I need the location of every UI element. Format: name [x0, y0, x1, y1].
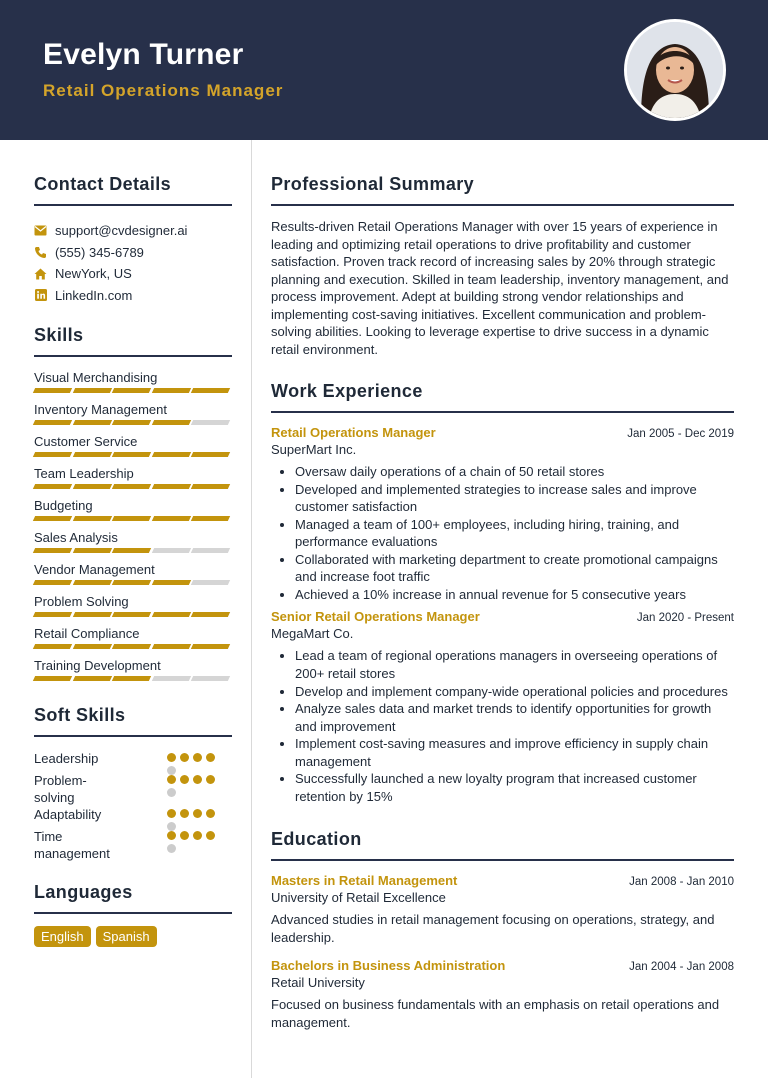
summary-heading: Professional Summary — [271, 174, 734, 206]
education-entry — [271, 873, 734, 946]
skill-label: Inventory Management — [34, 402, 167, 417]
education-date: Jan 2008 - Jan 2010 — [629, 876, 734, 889]
education-header — [271, 873, 734, 888]
job-bullet: • Successfully launched a new loyalty program that increased customer retention by 15% — [295, 770, 734, 805]
skill-level-segment — [112, 676, 151, 681]
rating-dot — [167, 831, 176, 840]
header-banner — [0, 0, 768, 140]
skill-level-bar — [34, 580, 229, 585]
skill-level-segment — [152, 484, 191, 489]
rating-dot — [193, 753, 202, 762]
skill-label: Retail Compliance — [34, 626, 140, 641]
contact-item — [34, 220, 232, 242]
profile-photo-illustration — [627, 22, 723, 118]
job-bullet: • Collaborated with marketing department to create promotional campaigns and increase foot traffic — [295, 551, 734, 586]
rating-dot — [193, 831, 202, 840]
skills-list — [34, 370, 232, 690]
skill-item — [34, 466, 232, 498]
soft-skill-item — [34, 806, 232, 828]
education-school: Retail University — [271, 975, 365, 991]
skill-item — [34, 626, 232, 658]
skill-level-segment — [72, 676, 111, 681]
skill-level-segment — [152, 420, 191, 425]
skill-item — [34, 530, 232, 562]
job-header — [271, 609, 734, 624]
contact-text: LinkedIn.com — [55, 287, 133, 303]
envelope-icon — [34, 224, 47, 237]
education-school: University of Retail Excellence — [271, 890, 446, 906]
skills-section — [34, 325, 232, 690]
skill-level-bar — [34, 452, 229, 457]
skill-level-segment — [112, 644, 151, 649]
language-badge: Spanish — [96, 926, 157, 947]
job-bullet: • Implement cost-saving measures and improve efficiency in supply chain management — [295, 735, 734, 770]
skill-level-segment — [152, 548, 191, 553]
skill-level-segment — [191, 644, 230, 649]
left-column — [34, 140, 232, 947]
skill-level-bar — [34, 548, 229, 553]
skill-level-segment — [33, 580, 72, 585]
languages-list — [34, 926, 232, 947]
job-company: MegaMart Co. — [271, 626, 354, 642]
skill-level-segment — [152, 388, 191, 393]
skill-label: Vendor Management — [34, 562, 155, 577]
candidate-title: Retail Operations Manager — [43, 81, 284, 100]
skill-label: Sales Analysis — [34, 530, 118, 545]
rating-dot — [180, 753, 189, 762]
soft-skill-item — [34, 828, 232, 862]
job-bullets — [271, 463, 734, 603]
contact-section — [34, 174, 232, 306]
skill-level-segment — [152, 612, 191, 617]
job-entry — [271, 425, 734, 603]
right-column — [271, 140, 734, 1031]
skills-heading: Skills — [34, 325, 232, 357]
job-date: Jan 2005 - Dec 2019 — [627, 428, 734, 440]
experience-section — [271, 381, 734, 805]
job-header — [271, 425, 734, 440]
phone-icon — [34, 246, 47, 259]
soft-skill-label: Leadership — [34, 751, 99, 766]
skill-level-segment — [112, 516, 151, 521]
skill-level-segment — [112, 388, 151, 393]
soft-skill-rating — [167, 831, 227, 853]
skill-level-segment — [72, 548, 111, 553]
job-bullets — [271, 647, 734, 805]
skill-level-bar — [34, 484, 229, 489]
job-bullet: • Develop and implement company-wide operational policies and procedures — [295, 683, 734, 700]
contact-text: support@cvdesigner.ai — [55, 223, 188, 239]
soft-skills-list — [34, 750, 232, 862]
education-description: Advanced studies in retail management focusing on operations, strategy, and leadership. — [271, 912, 715, 945]
skill-item — [34, 370, 232, 402]
rating-dot — [180, 809, 189, 818]
soft-skill-item — [34, 772, 232, 806]
rating-dot — [167, 809, 176, 818]
skill-level-segment — [33, 676, 72, 681]
contact-item — [34, 242, 232, 264]
job-bullet: • Analyze sales data and market trends to identify opportunities for growth and improvement — [295, 700, 734, 735]
job-bullet: • Lead a team of regional operations managers in overseeing operations of 200+ retail stores — [295, 647, 734, 682]
skill-label: Visual Merchandising — [34, 370, 158, 385]
education-description: Focused on business fundamentals with an emphasis on retail operations and management. — [271, 997, 720, 1030]
skill-item — [34, 498, 232, 530]
skill-level-segment — [191, 676, 230, 681]
skill-level-segment — [191, 484, 230, 489]
skill-level-bar — [34, 612, 229, 617]
job-role: Retail Operations Manager — [271, 425, 436, 440]
skill-level-segment — [191, 580, 230, 585]
contact-text: (555) 345-6789 — [55, 244, 144, 260]
skill-level-segment — [33, 516, 72, 521]
soft-skill-label: Time management — [34, 829, 110, 861]
soft-skill-label: Problem-solving — [34, 773, 87, 805]
skill-level-segment — [112, 612, 151, 617]
contact-text: NewYork, US — [55, 266, 132, 282]
rating-dot — [206, 753, 215, 762]
job-bullet: • Managed a team of 100+ employees, including hiring, training, and performance evaluations — [295, 516, 734, 551]
skill-label: Problem Solving — [34, 594, 129, 609]
rating-dot — [167, 844, 176, 853]
skill-item — [34, 434, 232, 466]
skill-item — [34, 594, 232, 626]
education-header — [271, 958, 734, 973]
job-bullet: • Achieved a 10% increase in annual revenue for 5 consecutive years — [295, 586, 734, 603]
job-company: SuperMart Inc. — [271, 442, 357, 457]
rating-dot — [193, 775, 202, 784]
job-role: Senior Retail Operations Manager — [271, 609, 480, 625]
jobs-list — [271, 425, 734, 805]
skill-level-bar — [34, 516, 229, 521]
skill-level-segment — [191, 388, 230, 393]
soft-skills-heading: Soft Skills — [34, 705, 232, 737]
skill-level-segment — [191, 452, 230, 457]
skill-label: Budgeting — [34, 498, 93, 513]
rating-dot — [167, 788, 176, 797]
skill-level-segment — [72, 612, 111, 617]
rating-dot — [167, 753, 176, 762]
experience-heading: Work Experience — [271, 381, 734, 413]
skill-level-segment — [152, 580, 191, 585]
job-bullet: • Oversaw daily operations of a chain of 50 retail stores — [295, 463, 734, 480]
linkedin-icon — [34, 289, 47, 302]
skill-level-bar — [34, 420, 229, 425]
rating-dot — [206, 809, 215, 818]
education-section — [271, 829, 734, 1031]
soft-skill-label: Adaptability — [34, 807, 102, 822]
profile-photo — [624, 19, 726, 121]
skill-level-segment — [72, 516, 111, 521]
language-badge: English — [34, 926, 91, 947]
skill-level-segment — [72, 644, 111, 649]
contact-item — [34, 285, 232, 307]
skill-level-segment — [112, 484, 151, 489]
skill-level-segment — [112, 420, 151, 425]
skill-level-bar — [34, 388, 229, 393]
rating-dot — [167, 775, 176, 784]
skill-label: Team Leadership — [34, 466, 134, 481]
skill-level-bar — [34, 676, 229, 681]
skill-label: Customer Service — [34, 434, 138, 449]
soft-skills-section — [34, 705, 232, 862]
skill-level-segment — [72, 420, 111, 425]
skill-level-segment — [33, 452, 72, 457]
skill-item — [34, 562, 232, 594]
soft-skill-item — [34, 750, 232, 772]
skill-label: Training Development — [34, 658, 161, 673]
education-degree: Bachelors in Business Administration — [271, 958, 506, 974]
languages-heading: Languages — [34, 882, 232, 914]
skill-level-segment — [191, 420, 230, 425]
skill-level-segment — [112, 580, 151, 585]
skill-level-segment — [33, 548, 72, 553]
skill-level-segment — [33, 644, 72, 649]
skill-item — [34, 658, 232, 690]
skill-level-segment — [33, 420, 72, 425]
skill-level-segment — [152, 676, 191, 681]
skill-level-bar — [34, 644, 229, 649]
rating-dot — [180, 831, 189, 840]
skill-level-segment — [152, 644, 191, 649]
skill-item — [34, 402, 232, 434]
skill-level-segment — [152, 452, 191, 457]
skill-level-segment — [72, 484, 111, 489]
job-date: Jan 2020 - Present — [636, 612, 734, 625]
candidate-name: Evelyn Turner — [43, 38, 244, 71]
skill-level-segment — [191, 612, 230, 617]
languages-section — [34, 882, 232, 947]
rating-dot — [206, 831, 215, 840]
education-list — [271, 873, 734, 1031]
skill-level-segment — [72, 388, 111, 393]
skill-level-segment — [191, 548, 230, 553]
education-entry — [271, 958, 734, 1031]
contact-heading: Contact Details — [34, 174, 232, 206]
column-divider — [251, 140, 252, 1078]
skill-level-segment — [72, 580, 111, 585]
education-heading: Education — [271, 829, 734, 861]
skill-level-segment — [33, 612, 72, 617]
skill-level-segment — [191, 516, 230, 521]
skill-level-segment — [33, 388, 72, 393]
summary-text: Results-driven Retail Operations Manager with over 15 years of experience in leading and optimizing retail operations to drive profitability and customer satisfaction. Proven track record of increasing sales by 20% through strategic planning and execution. Skilled in team leadership, inventory management, and process improvement. Adept at building strong vendor relationships and implementing cost-saving initiatives. Excellent communication and problem-solving abilities. Looking to leverage expertise to drive success in a dynamic retail environment. — [271, 219, 729, 357]
skill-level-segment — [112, 452, 151, 457]
summary-section — [271, 174, 734, 358]
contact-item — [34, 263, 232, 285]
rating-dot — [206, 775, 215, 784]
home-icon — [34, 267, 47, 280]
skill-level-segment — [72, 452, 111, 457]
skill-level-segment — [152, 516, 191, 521]
rating-dot — [193, 809, 202, 818]
education-date: Jan 2004 - Jan 2008 — [629, 961, 734, 974]
education-degree: Masters in Retail Management — [271, 873, 458, 889]
rating-dot — [180, 775, 189, 784]
soft-skill-rating — [167, 775, 227, 797]
job-bullet: • Developed and implemented strategies to increase sales and improve customer satisfaction — [295, 481, 734, 516]
skill-level-segment — [112, 548, 151, 553]
contact-list — [34, 220, 232, 306]
job-entry — [271, 609, 734, 805]
skill-level-segment — [33, 484, 72, 489]
